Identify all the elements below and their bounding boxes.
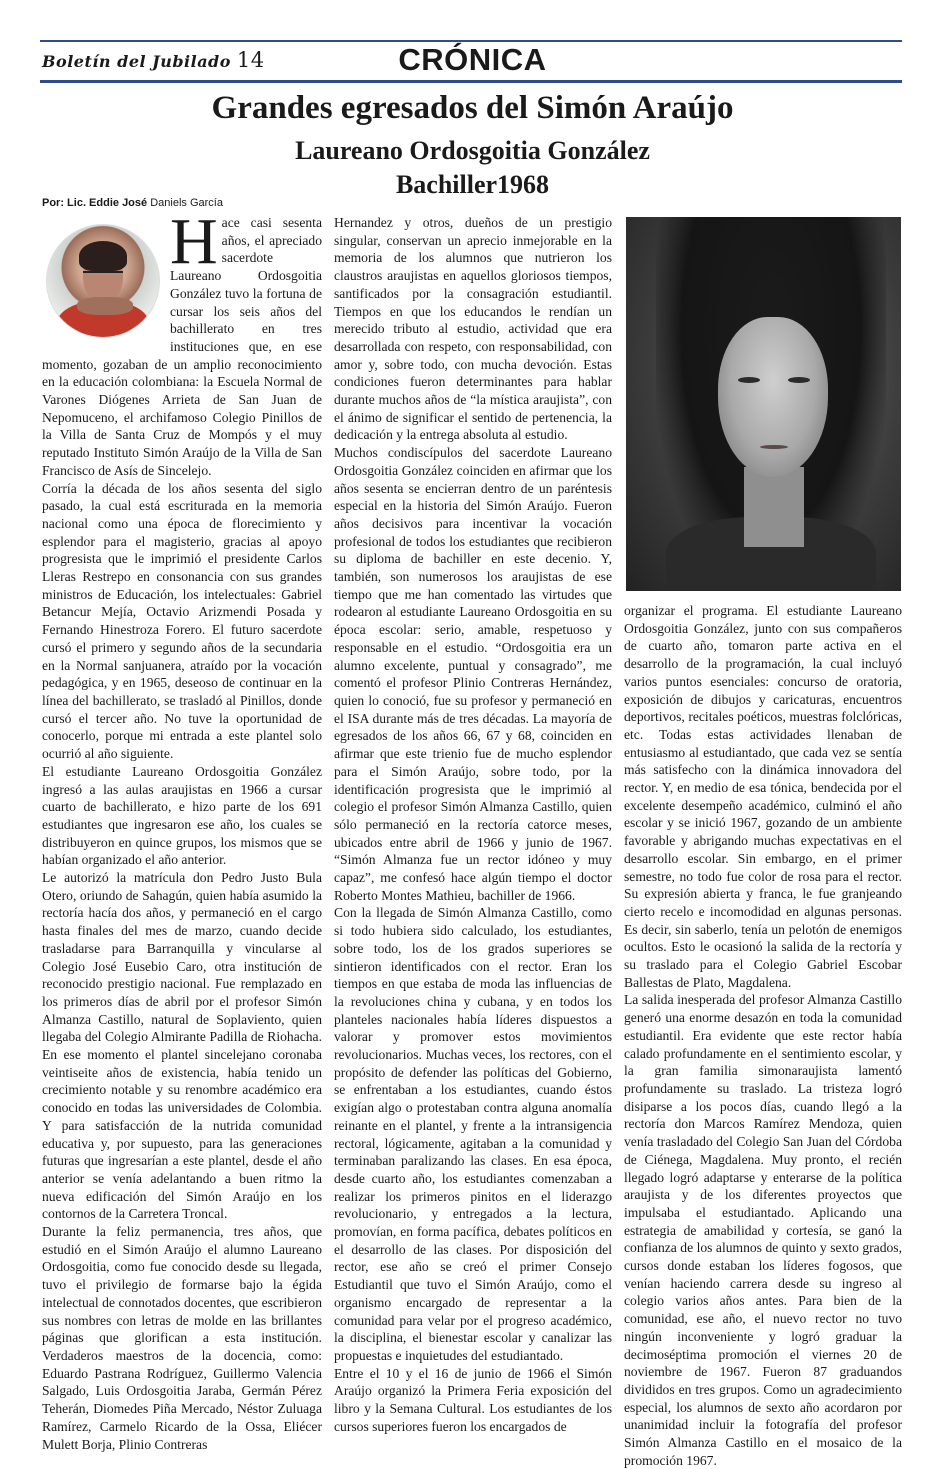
column-3 — [624, 602, 902, 1469]
intro-paragraph: Hace casi sesenta años, el apreciado sacerdote Laureano Ordosgoitia González tuvo la fortuna de cursar los seis años del bachillerato en tres instituciones que, en ese momento, gozaban de un amplio reconocimiento en la educación colombiana: la Escuela Normal de Varones Diógenes Arrieta de San Juan de Nepomuceno, el archifamoso Colegio Pinillos de la Villa de Santa Cruz de Mompós y el muy reputado Instituto Simón Araújo de la Villa de San Francisco de Asís de Sincelejo. — [42, 205, 322, 478]
paragraph: El estudiante Laureano Ordosgoitia González ingresó a las aulas araujistas en 1966 a cursar cuarto de bachillerato, e hizo parte de los 691 estudiantes que ingresaron ese año, los cuales se distribuyeron en quince grupos, los mismos que se habían organizado el año anterior. — [42, 763, 322, 868]
paragraph: La salida inesperada del profesor Almanza Castillo generó una enorme desazón en toda la comunidad estudiantil. Era evidente que este rector había calado profundamente en el sentimiento escolar, y la gran familia simonaraujista lamentó profundamente su traslado. La tristeza logró disiparse a los pocos días, cuando llegó a la rectoría don Marcos Ramírez Mendoza, quien venía trasladado del Colegio San Juan del Córdoba de Ciénega, Magdalena. Muy pronto, el recién llegado logró adaptarse y enterarse de la política araujista y de los diferentes proyectos que impulsaba el estudiantado. Aplicando una estrategia de amabilidad y cortesía, se ganó la confianza de los alumnos de quinto y sexto grados, cursos donde estaban los líderes fogosos, que venían haciendo carrera desde su ingreso al colegio varios años antes. Para bien de la comunidad, ese año, el nuevo rector no tuvo ningún inconveniente y logró graduar la decimoséptima promoción el viernes 20 de noviembre de 1967. Fueron 87 graduandos divididos en tres grupos. Como un agradecimiento especial, los alumnos de sexto año acordaron por unanimidad incluir la fotografía del profesor Simón Almanza Castillo en el mosaico de la promoción 1967. — [624, 992, 902, 1468]
paragraph: Corría la década de los años sesenta del siglo pasado, la cual está escriturada en la memoria nacional como una época de florecimiento y esplendor para el magisterio, gracias al apoyo progresista que le imprimió el presidente Carlos Lleras Restrepo en consonancia con sus grandes ministros de Educación, los intelectuales: Gabriel Betancur Mejía, Octavio Arizmendi Posada y Fernando Hinestroza Forero. El futuro sacerdote cursó el primero y segundo años de la secundaria en la Normal sanjuanera, atraído por la vocación pedagógica, y en 1965, deseoso de continuar en la línea del bachillerato, se trasladó al Pinillos, donde cursó el tercer año. No tuve la oportunidad de conocerlo, porque mi entrada a este plantel solo ocurrió al año siguiente. — [42, 480, 322, 762]
subtitle-class: Bachiller1968 — [395, 170, 550, 199]
author-portrait — [46, 224, 160, 338]
column-1 — [42, 205, 322, 1453]
article-title: Grandes egresados del Simón Araújo — [211, 90, 734, 126]
paragraph: Le autorizó la matrícula don Pedro Justo Bula Otero, oriundo de Sahagún, quien había asumido la rectoría hacía dos años, y permaneció en el cargo hasta finales del mes de marzo, cuando decide trasladarse para Barranquilla y vincularse al Colegio José Eusebio Caro, otra institución de reconocido prestigio nacional. Fue remplazado en los primeros días de abril por el profesor Simón Almanza Castillo, natural de Soplaviento, quien llegaba del Colegio Almirante Padilla de Riohacha. En ese momento el plantel sincelejano coronaba veintiseite años de existencia, había tenido un crecimiento notable y su renombre académico era conocido en todas las universidades de Colombia. Y para satisfacción de la nutrida comunidad educativa y, por supuesto, para las generaciones futuras que ingresarían a este plantel, desde el año anterior se venía adelantando a buen ritmo la nueva edificación del Simón Araújo en los contornos de la Carretera Troncal. — [42, 870, 322, 1222]
paragraph: organizar el programa. El estudiante Laureano Ordosgoitia González, junto con sus compañeros de cuarto año, tomaron parte activa en el desarrollo de la programación, la cual incluyó varios puntos esenciales: concurso de oratoria, exposición de dibujos y caricaturas, encuentros deportivos, recitales poéticos, muestras folclóricas, etc. Todas estas actividades llenaban de entusiasmo al estudiantado, que cada vez se sentía más satisfecho con la dinámica innovadora del rector. Y, en medio de esa tónica, bendecida por el excelente desempeño académico, culminó el año escolar y se inició 1967, gozando de un ambiente favorable y abrigando muchas expectativas en el desarrollo escolar. Sin embargo, en el primer semestre, no todo fue color de rosa para el rector. Su expresión abierta y franca, le fue granjeando cierto recelo e incomodidad en algunas personas. Es decir, sin saberlo, tenía un pelotón de enemigos ocultos. Esto le ocasionó la salida de la rectoría y su traslado para el Colegio Gabriel Escobar Ballestas de Plato, Magdalena. — [624, 603, 902, 990]
page-number: 14 — [236, 48, 265, 72]
column-2 — [334, 214, 612, 1436]
paragraph: Durante la feliz permanencia, tres años, que estudió en el Simón Araújo el alumno Laureano Ordosgoitia, como fue conocido desde su llegada, tuvo el privilegio de formarse bajo la égida intelectual de connotados docentes, que escribieron sus nombres con letras de molde en las brillantes páginas que glorifican a esta institución. Verdaderos maestros de la docencia, como: Eduardo Pastrana Rodríguez, Guillermo Valencia Salgado, Luis Ordosgoitia Jaraba, Germán Pérez Teherán, Diomedes Piña Mercado, Néstor Zuluaga Ramírez, Carmelo Ricardo de la Ossa, Eliécer Mulett Borja, Plinio Contreras — [42, 1224, 322, 1452]
paragraph: Muchos condiscípulos del sacerdote Laureano Ordosgoitia González coinciden en afirmar que los años sesenta se encierran dentro de un paréntesis especial en la historia del Simón Araújo. Fueron años decisivos para incentivar la vocación profesional de todos los estudiantes que recibieron su diploma de bachiller en este decenio. Y, también, son numerosos los araujistas de ese tiempo que me han comentado las virtudes que rodearon al estudiante Laureano Ordosgoitia en su época escolar: serio, amable, respetuoso y responsable en el estudio. “Ordosgoitia era un alumno excelente, puntual y consagrado”, me comentó el profesor Plinio Contreras Hernández, quien lo conoció, fue su profesor y permaneció en el ISA durante más de tres décadas. La mayoría de egresados de los años 66, 67 y 68, coinciden en afirmar que este trienio fue de mucho esplendor para el Simón Araújo, sobre todo, por la identificación progresista que le imprimió al colegio el profesor Simón Almanza Castillo, quien sólo permaneció en la rectoría catorce meses, ubicados entre abril de 1966 y junio de 1967. “Simón Almanza fue un rector idóneo y muy capaz”, me confesó hace algún tiempo el doctor Roberto Montes Mathieu, bachiller de 1966. — [334, 445, 612, 903]
paragraph: Hernandez y otros, dueños de un prestigio singular, conservan un aprecio inmejorable en la memoria de los alumnos que nutrieron los claustros araujistas en aquellos gloriosos tiempos, santificados por la consagración estudiantil. Tiempos en que los educandos le rendían un merecido tributo al estudio, actividad que era desarrollada con respeto, con responsabilidad, con amor y, sobre todo, con mucha devoción. Estas condiciones fueron determinantes para hablar durante muchos años de “la mística araujista”, con el ánimo de significar el sentido de pertenencia, la dedicación y la entrega absoluta al estudio. — [334, 215, 612, 443]
paragraph: Entre el 10 y el 16 de junio de 1966 el Simón Araújo organizó la Primera Feria exposición del libro y la Semana Cultural. Los estudiantes de los cursos superiores fueron los encargados de — [334, 1365, 612, 1434]
header-bottom-rule — [40, 80, 902, 83]
section-title: CRÓNICA — [398, 42, 547, 77]
paragraph: Con la llegada de Simón Almanza Castillo, como si todo hubiera sido calculado, los estudiantes, sobre todo, los de los grados superiores se sintieron identificados con el rector. Eran los tiempos en que estaba de moda las influencias de la revoluciones china y cubana, y en todos los planteles nacionales había líderes dispuestos a valorar y promover estos movimientos revolucionarios. Muchas veces, los rectores, con el propósito de defender las políticas del Gobierno, se enfrentaban a los estudiantes, cuando éstos exigían algo o protestaban contra alguna anomalía reinante en el plantel, y frente a la intransigencia rectoral, lógicamente, agitaban a la comunidad y terminaban paralizando las clases. En esa época, desde cuarto año, los estudiantes comenzaban a realizar los primeros pinitos en el liderazgo revolucionario, y entregados a la lectura, promovían, en forma pacífica, debates políticos en el desarrollo de las clases. Por disposición del rector, ese año se creó el primer Consejo Estudiantil que tuvo el Simón Araújo, como el organismo encargado de representar a la comunidad para velar por el progreso académico, la disciplina, el bienestar escolar y canalizar las propuestas e inquietudes del estudiantado. — [334, 905, 612, 1363]
student-photo — [626, 217, 901, 591]
drop-cap: H — [170, 205, 218, 278]
byline: Por: Lic. Eddie José Daniels García — [42, 197, 223, 209]
article-subtitle — [0, 134, 945, 202]
publication-name: Boletín del Jubilado 14 — [42, 48, 265, 72]
subtitle-name: Laureano Ordosgoitia González — [295, 136, 650, 165]
